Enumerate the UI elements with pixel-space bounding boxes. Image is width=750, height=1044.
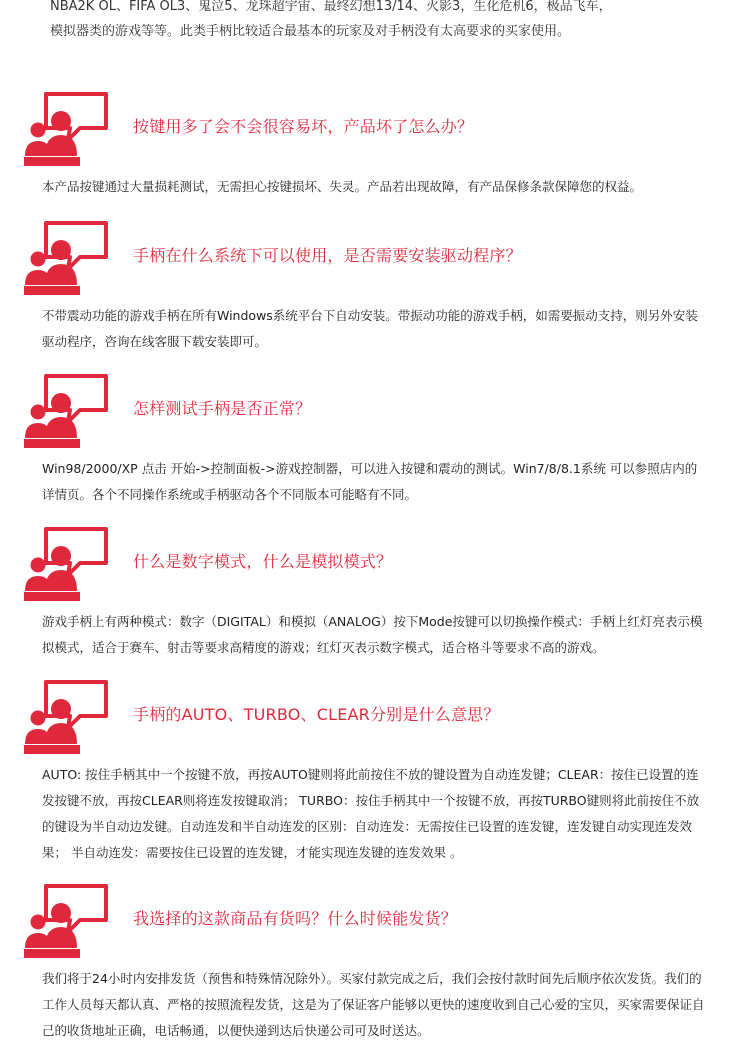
intro-text <box>50 0 710 44</box>
faq-item <box>0 527 750 655</box>
faq-question: 手柄的AUTO、TURBO、CLEAR分别是什么意思？ <box>133 705 500 724</box>
faq-answer: Win98/2000/XP 点击 开始->控制面板->游戏控制器，可以进入按键和震动的测试。Win7/8/8.1系统 可以参照店内的详情页。各个不同操作系统或手柄驱动各个不同版本可能略有不同。 <box>42 461 698 502</box>
intro-line: NBA2K OL、FIFA OL3、鬼泣5、龙珠超宇宙、最终幻想13/14、火影3，生化危机6，极品飞车， <box>50 0 612 14</box>
faq-item <box>0 374 750 502</box>
faq-answer: 游戏手柄上有两种模式：数字（DIGITAL）和模拟（ANALOG）按下Mode按键可以切换操作模式：手柄上红灯亮表示模拟模式，适合于赛车、射击等要求高精度的游戏；红灯灭表示数字模式，适合格斗等要求不高的游戏。 <box>42 614 703 655</box>
faq-item <box>0 221 750 349</box>
customer-support-speech-bubble-icon <box>24 92 110 168</box>
customer-support-speech-bubble-icon <box>24 527 110 603</box>
intro-line: 模拟器类的游戏等等。此类手柄比较适合最基本的玩家及对手柄没有太高要求的买家使用。 <box>50 24 571 39</box>
faq-question: 什么是数字模式，什么是模拟模式？ <box>133 552 393 571</box>
customer-support-speech-bubble-icon <box>24 221 110 297</box>
faq-answer: AUTO: 按住手柄其中一个按键不放，再按AUTO键则将此前按住不放的键设置为自动连发键；CLEAR：按住已设置的连发按键不放，再按CLEAR则将连发按键取消； TURBO：按住手柄其中一个按键不放，再按TURBO键则将此前按住不放的键设为半自动边发键。自动连发和半自动连发的区别：自动连发：无需按住已设置的连发键，连发键自动实现连发效果； 半自动连发：需要按住已设置的连发键，才能实现连发键的连发效果 。 <box>42 767 700 860</box>
customer-support-speech-bubble-icon <box>24 374 110 450</box>
faq-answer: 我们将于24小时内安排发货（预售和特殊情况除外）。买家付款完成之后，我们会按付款时间先后顺序依次发货。我们的工作人员每天都认真、严格的按照流程发货，这是为了保证客户能够以更快的速度收到自己心爱的宝贝，买家需要保证自己的收货地址正确，电话畅通，以便快递到达后快递公司可及时送达。 <box>42 971 705 1038</box>
faq-item <box>0 884 750 1038</box>
faq-question: 按键用多了会不会很容易坏，产品坏了怎么办？ <box>133 117 474 136</box>
faq-answer: 不带震动功能的游戏手柄在所有Windows系统平台下自动安装。带振动功能的游戏手柄，如需要振动支持，则另外安装驱动程序，咨询在线客服下载安装即可。 <box>42 308 698 349</box>
faq-question: 我选择的这款商品有货吗？什么时候能发货？ <box>133 909 458 928</box>
faq-question: 怎样测试手柄是否正常？ <box>133 399 312 418</box>
faq-item <box>0 680 750 860</box>
faq-answer: 本产品按键通过大量损耗测试，无需担心按键损坏、失灵。产品若出现故障，有产品保修条款保障您的权益。 <box>42 179 643 194</box>
customer-support-speech-bubble-icon <box>24 884 110 960</box>
faq-item <box>0 92 750 194</box>
customer-support-speech-bubble-icon <box>24 680 110 756</box>
faq-question: 手柄在什么系统下可以使用，是否需要安装驱动程序？ <box>133 246 522 265</box>
